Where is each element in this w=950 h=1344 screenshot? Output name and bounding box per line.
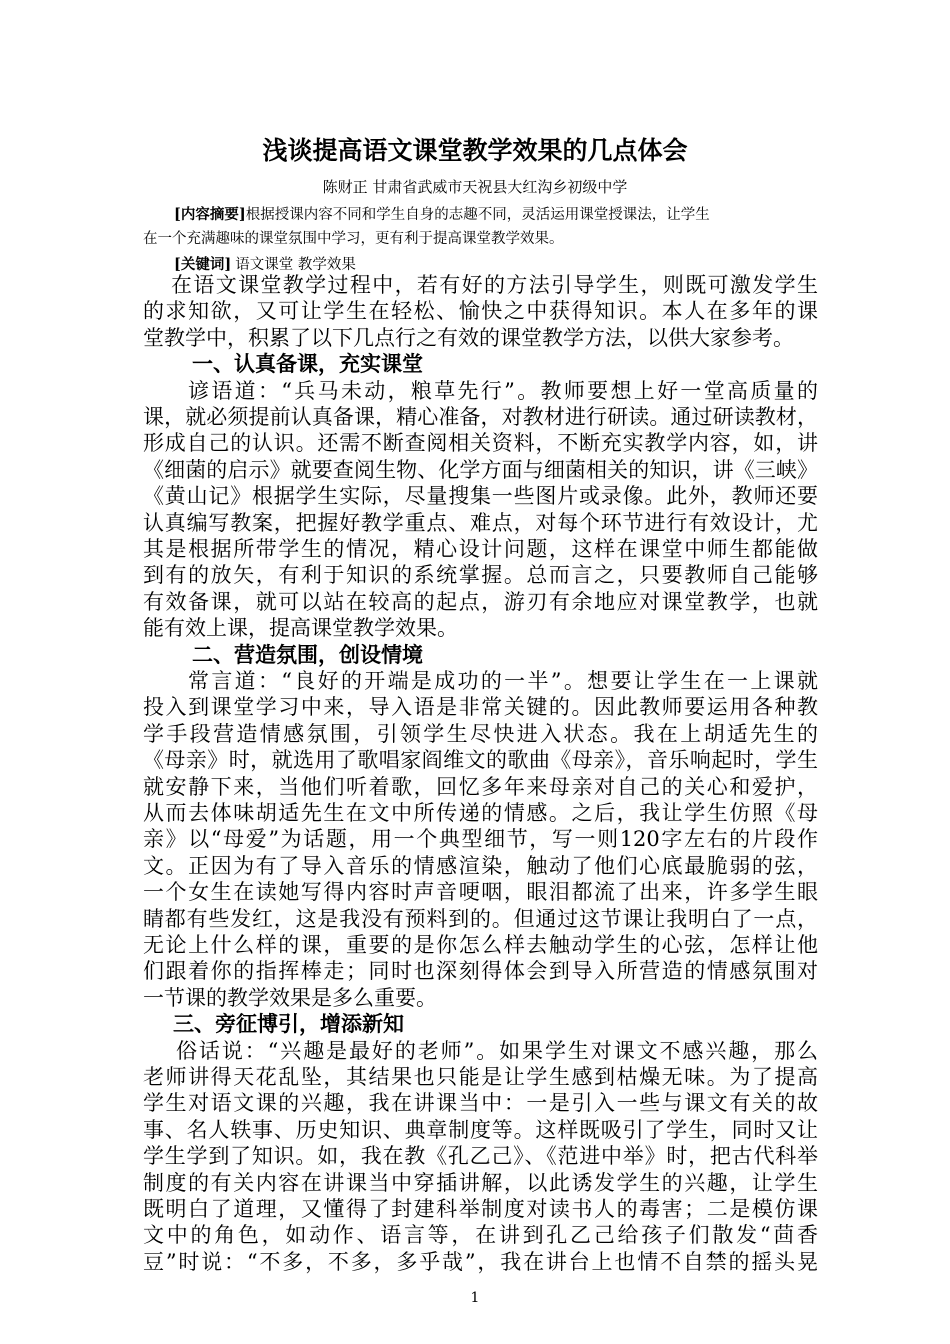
section-line: 《黄山记》根据学生实际，尽量搜集一些图片或录像。此外，教师还要 bbox=[143, 484, 818, 509]
section-line: 其是根据所带学生的情况，精心设计问题，这样在课堂中师生都能做 bbox=[143, 537, 818, 561]
section-line: 谚语道：“兵马未动，粮草先行”。教师要想上好一堂高质量的 bbox=[188, 378, 818, 403]
section-line: 投入到课堂学习中来，导入语是非常关键的。因此教师要运用各种教 bbox=[143, 695, 818, 720]
author-line: 陈财正 甘肃省武威市天祝县大红沟乡初级中学 bbox=[322, 178, 628, 196]
section-line: 事、名人轶事、历史知识、典章制度等。这样既吸引了学生，同时又让 bbox=[143, 1117, 818, 1142]
section-line: 亲》以“母爱”为话题，用一个典型细节，写一则120字左右的片段作 bbox=[143, 827, 818, 852]
intro-line: 在语文课堂教学过程中，若有好的方法引导学生，则既可激发学生 bbox=[171, 273, 818, 297]
section-line: 无论上什么样的课，重要的是你怎么样去触动学生的心弦，怎样让他 bbox=[143, 933, 818, 957]
section-line: 形成自己的认识。还需不断查阅相关资料，不断充实教学内容，如，讲 bbox=[143, 431, 818, 456]
section-line: 认真编写教案，把握好教学重点、难点，对每个环节进行有效设计，尤 bbox=[143, 510, 818, 535]
section-heading: 三、旁征博引，增添新知 bbox=[173, 1011, 404, 1037]
section-line: 学生学到了知识。如，我在教《孔乙己》、《范进中举》时，把古代科举 bbox=[143, 1144, 818, 1169]
section-line: 老师讲得天花乱坠，其结果也只能是让学生感到枯燥无味。为了提高 bbox=[143, 1065, 818, 1089]
abstract-line-1 bbox=[174, 203, 710, 227]
section-line: 们跟着你的指挥棒走；同时也深刻得体会到导入所营造的情感氛围对 bbox=[143, 959, 818, 984]
section-line: 从而去体味胡适先生在文中所传递的情感。之后，我让学生仿照《母 bbox=[143, 801, 818, 825]
section-line: 一节课的教学效果是多么重要。 bbox=[143, 985, 437, 1010]
section-line: 能有效上课，提高课堂教学效果。 bbox=[143, 616, 458, 641]
keywords-label: [关键词] bbox=[174, 256, 232, 273]
abstract-text: 根据授课内容不同和学生自身的志趣不同，灵活运用课堂授课法，让学生 bbox=[245, 207, 710, 223]
page-number: 1 bbox=[470, 1290, 480, 1306]
document-title: 浅谈提高语文课堂教学效果的几点体会 bbox=[262, 136, 688, 165]
intro-line: 堂教学中，积累了以下几点行之有效的课堂教学方法，以供大家参考。 bbox=[143, 325, 794, 350]
section-line: 就安静下来，当他们听着歌，回忆多年来母亲对自己的关心和爱护， bbox=[143, 774, 818, 799]
section-heading: 二、营造氛围，创设情境 bbox=[192, 641, 423, 667]
section-line: 有效备课，就可以站在较高的起点，游刃有余地应对课堂教学，也就 bbox=[143, 589, 818, 614]
abstract-label: [内容摘要] bbox=[174, 206, 246, 223]
section-line: 豆”时说：“不多，不多，多乎哉”，我在讲台上也情不自禁的摇头晃 bbox=[143, 1249, 818, 1274]
section-line: 文。正因为有了导入音乐的情感渲染，触动了他们心底最脆弱的弦， bbox=[143, 853, 818, 878]
section-line: 睛都有些发红，这是我没有预料到的。但通过这节课让我明白了一点， bbox=[143, 906, 818, 931]
keywords-text: 语文课堂 教学效果 bbox=[235, 257, 356, 273]
intro-line: 的求知欲，又可让学生在轻松、愉快之中获得知识。本人在多年的课 bbox=[143, 299, 818, 324]
section-heading: 一、认真备课，充实课堂 bbox=[192, 351, 423, 377]
section-line: 学生对语文课的兴趣，我在讲课当中：一是引入一些与课文有关的故 bbox=[143, 1091, 818, 1116]
section-line: 学手段营造情感氛围，引领学生尽快进入状态。我在上胡适先生的 bbox=[143, 721, 818, 746]
section-line: 俗话说：“兴趣是最好的老师”。如果学生对课文不感兴趣，那么 bbox=[176, 1038, 818, 1063]
section-line: 常言道：“良好的开端是成功的一半”。想要让学生在一上课就 bbox=[188, 669, 818, 693]
section-line: 课，就必须提前认真备课，精心准备，对教材进行研读。通过研读教材， bbox=[143, 405, 818, 429]
section-line: 到有的放矢，有利于知识的系统掌握。总而言之，只要教师自己能够 bbox=[143, 563, 818, 588]
abstract-line-2: 在一个充满趣味的课堂氛围中学习，更有利于提高课堂教学效果。 bbox=[143, 231, 564, 247]
section-line: 《细菌的启示》就要查阅生物、化学方面与细菌相关的知识，讲《三峡》 bbox=[143, 457, 818, 482]
section-line: 一个女生在读她写得内容时声音哽咽，眼泪都流了出来，许多学生眼 bbox=[143, 880, 818, 905]
section-line: 文中的角色，如动作、语言等，在讲到孔乙己给孩子们散发“茴香 bbox=[143, 1223, 818, 1248]
section-line: 既明白了道理，又懂得了封建科举制度对读书人的毒害；二是模仿课 bbox=[143, 1197, 818, 1221]
section-line: 《母亲》时，就选用了歌唱家阎维文的歌曲《母亲》，音乐响起时，学生 bbox=[143, 748, 818, 773]
section-line: 制度的有关内容在讲课当中穿插讲解，以此诱发学生的兴趣，让学生 bbox=[143, 1170, 818, 1195]
